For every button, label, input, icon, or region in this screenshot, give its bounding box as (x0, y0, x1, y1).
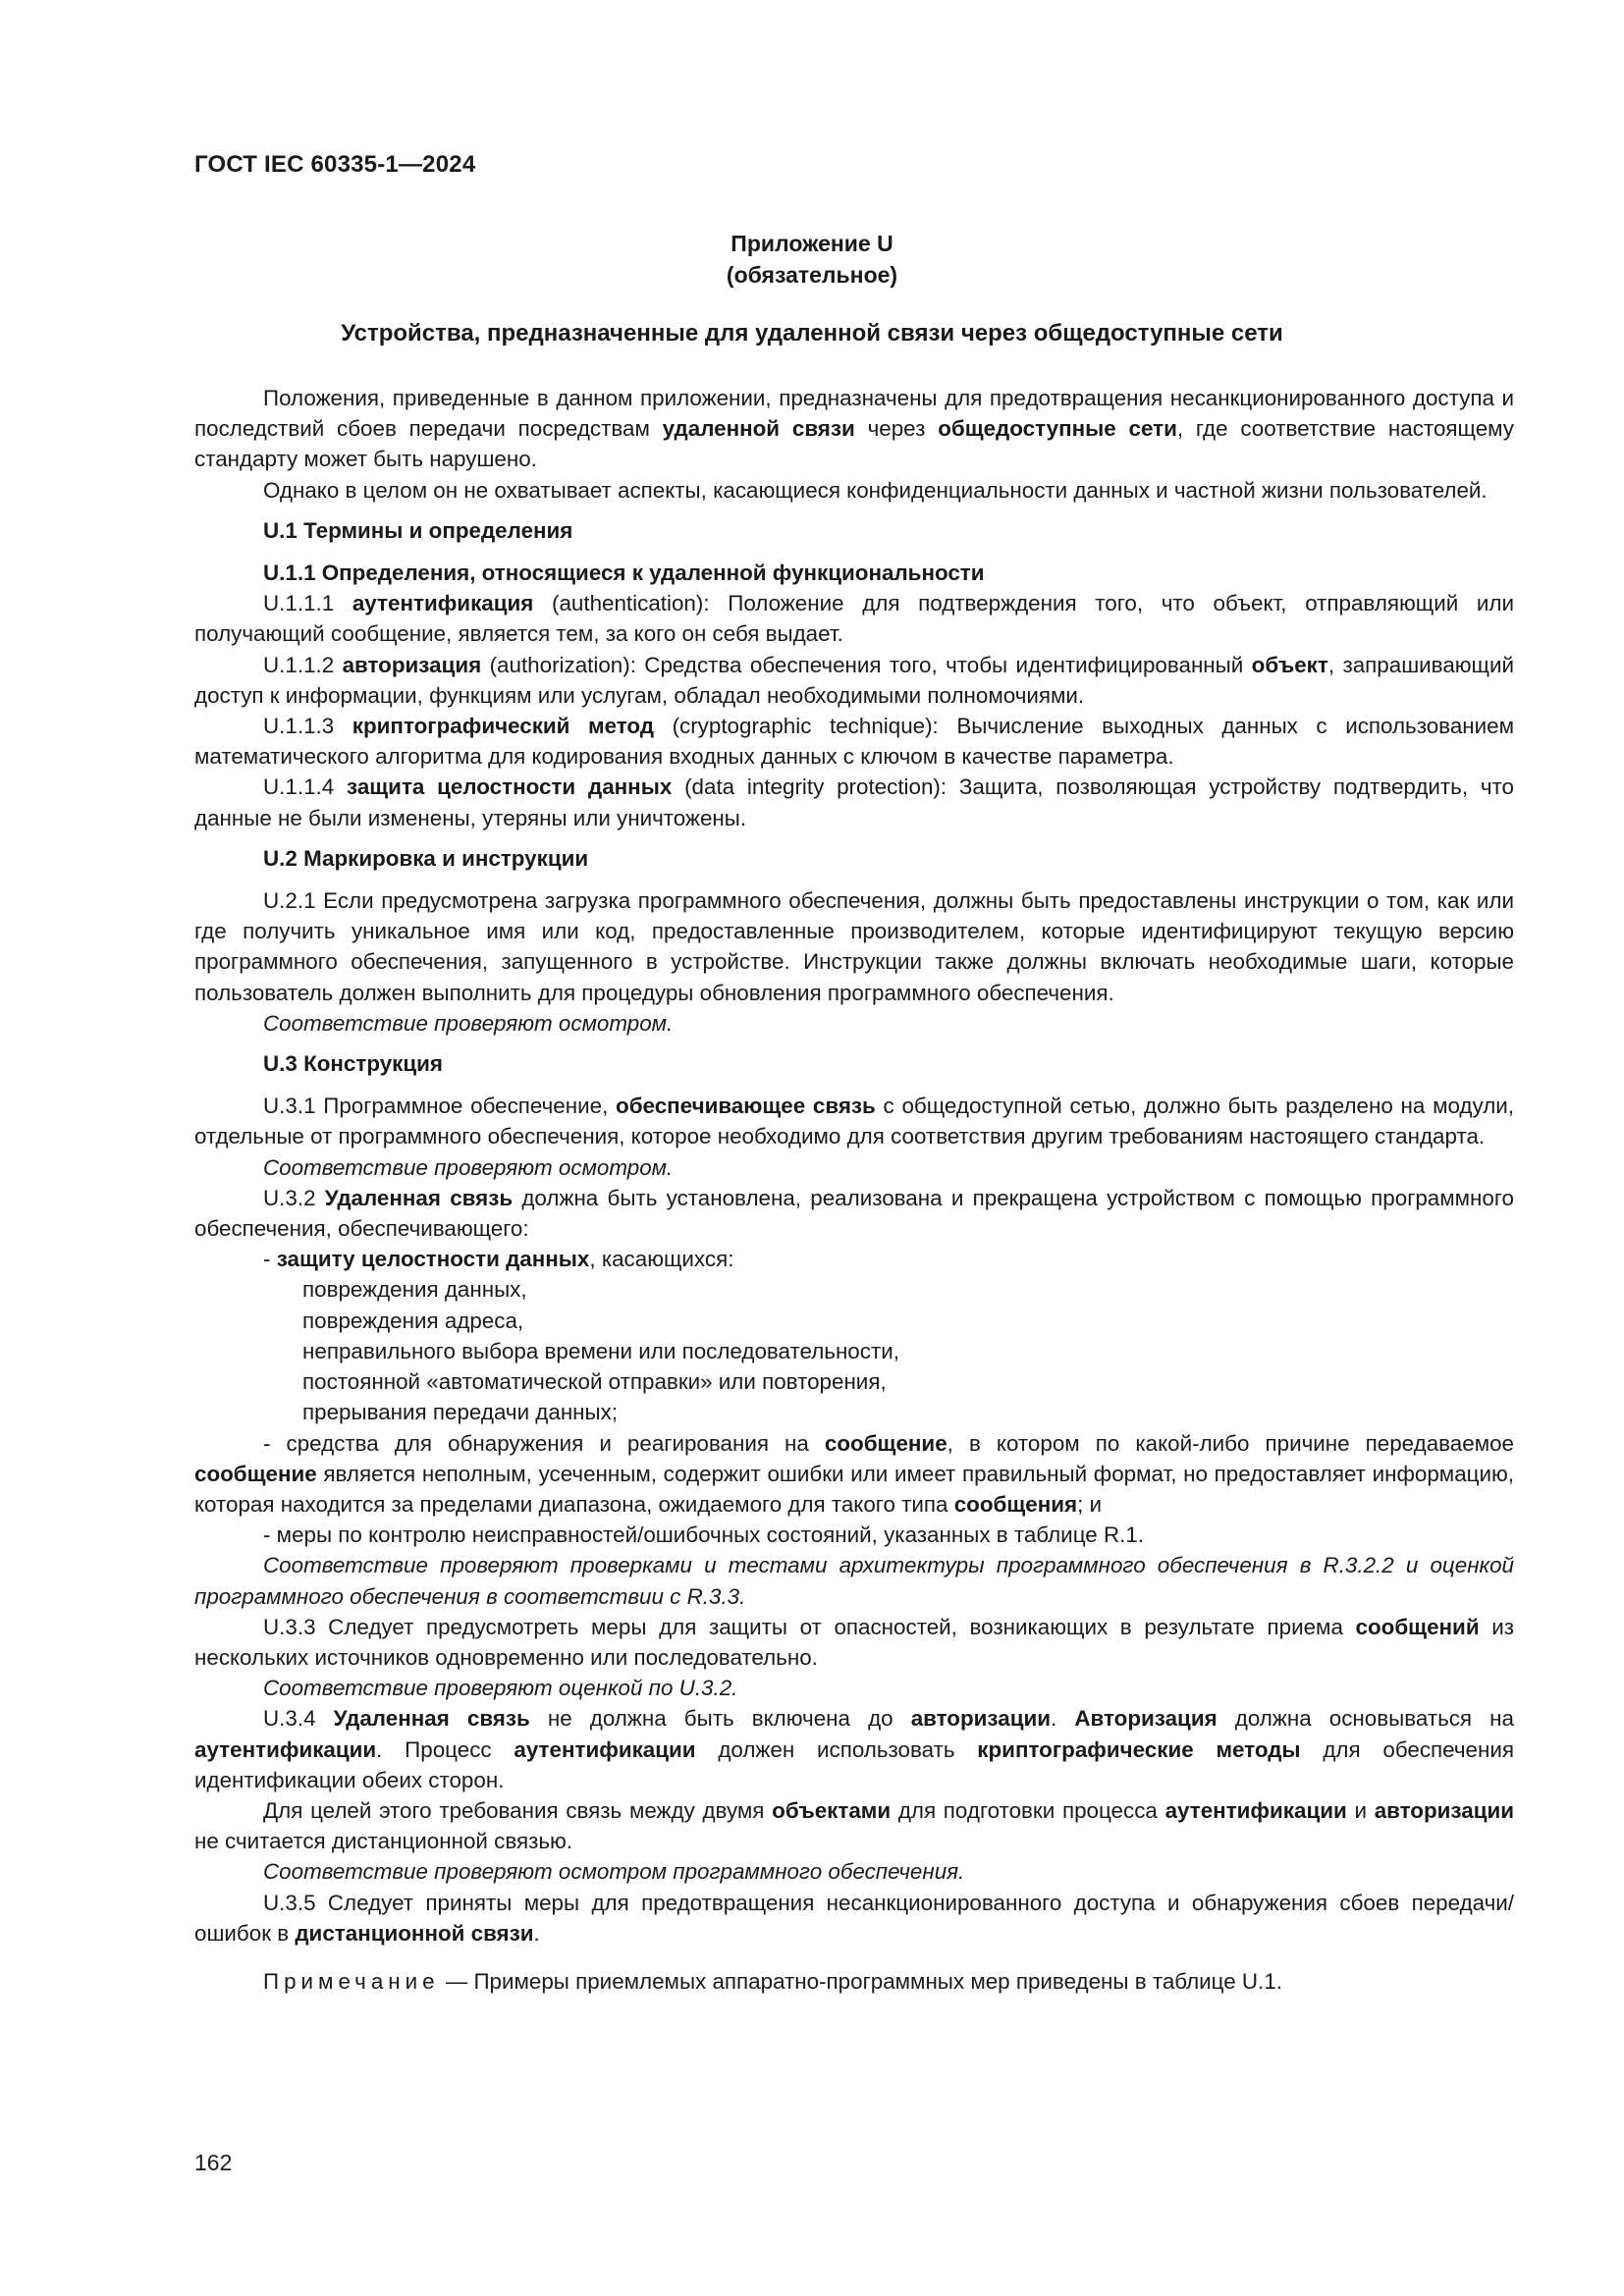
definition-u1-1-1: U.1.1.1 аутентификация (authentication): Положение для подтверждения того, что объект, отправляющий или получающий сообщение, является тем, за кого он себя выдает. (194, 591, 1514, 647)
section-heading-u1-1: U.1.1 Определения, относящиеся к удаленной функциональности (263, 561, 985, 586)
compliance-check-u2-1: Соответствие проверяют осмотром. (263, 1010, 674, 1036)
clause-u3-4: U.3.4 Удаленная связь не должна быть включена до авторизации. Авторизация должна основываться на аутентификации. Процесс аутентификации должен использовать криптографические методы для обеспечения идентификации обеих сторон. (194, 1706, 1515, 1792)
clause-u3-3: U.3.3 Следует предусмотреть меры для защиты от опасностей, возникающих в результате приема сообщений из нескольких источников одновременно или последовательно. (194, 1614, 1515, 1670)
compliance-check-u3-2: Соответствие проверяют проверками и тестами архитектуры программного обеспечения в R.3.2.2 и оценкой программного обеспечения в соответствии с R.3.3. (194, 1553, 1514, 1609)
list-item-integrity: - защиту целостности данных, касающихся: (263, 1247, 734, 1272)
definition-u1-1-2: U.1.1.2 авторизация (authorization): Средства обеспечения того, чтобы идентифицированный объект, запрашивающий доступ к информации, функциям или услугам, обладал необходимыми полномочиями. (194, 652, 1514, 708)
annex-title: Устройства, предназначенные для удаленной связи через общедоступные сети (341, 320, 1283, 347)
sub-list-item: прерывания передачи данных; (302, 1400, 619, 1425)
compliance-check-u3-3: Соответствие проверяют оценкой по U.3.2. (263, 1676, 738, 1701)
appendix-title: Приложение U (731, 231, 893, 256)
appendix-status: (обязательное) (726, 262, 898, 288)
document-body (194, 383, 1514, 1997)
note-label: Примечание (263, 1968, 440, 1994)
sub-list-item: повреждения данных, (302, 1277, 527, 1303)
compliance-check-u3-1: Соответствие проверяют осмотром. (263, 1154, 674, 1180)
clause-u2-1: U.2.1 Если предусмотрена загрузка программного обеспечения, должны быть предоставлены инструкции о том, как или где получить уникальное имя или код, предоставленные производителем, которые идентифицируют текущую версию программного обеспечения, запущенного в устройстве. Инструкции также должны включать необходимые шаги, которые пользователь должен выполнить для процедуры обновления программного обеспечения. (194, 888, 1514, 1005)
section-heading-u3: U.3 Конструкция (263, 1051, 443, 1077)
definition-u1-1-3: U.1.1.3 криптографический метод (cryptographic technique): Вычисление выходных данных с использованием математического алгоритма для кодирования входных данных с ключом в качестве параметра. (194, 714, 1514, 770)
appendix-heading (0, 228, 1624, 291)
section-heading-u1: U.1 Термины и определения (263, 517, 573, 543)
clause-u3-2: U.3.2 Удаленная связь должна быть установлена, реализована и прекращена устройством с помощью программного обеспечения, обеспечивающего: (194, 1185, 1514, 1242)
sub-list-item: повреждения адреса, (302, 1308, 524, 1333)
clause-u3-1: U.3.1 Программное обеспечение, обеспечивающее связь с общедоступной сетью, должно быть разделено на модули, отдельные от программного обеспечения, которое необходимо для соответствия другим требованиям настоящего стандарта. (194, 1094, 1514, 1149)
intro-paragraph-1: Положения, приведенные в данном приложении, предназначены для предотвращения несанкционированного доступа и последствий сбоев передачи посредствам удаленной связи через общедоступные сети, где соответствие настоящему стандарту может быть нарушено. (194, 386, 1514, 472)
sub-list-item: постоянной «автоматической отправки» или повторения, (302, 1369, 887, 1395)
sub-list-item: неправильного выбора времени или последовательности, (302, 1338, 899, 1363)
compliance-check-u3-4: Соответствие проверяют осмотром программного обеспечения. (263, 1859, 965, 1885)
section-heading-u2: U.2 Маркировка и инструкции (263, 845, 589, 871)
clause-u3-4-note: Для целей этого требования связь между двумя объектами для подготовки процесса аутентификации и авторизации не считается дистанционной связью. (194, 1797, 1514, 1854)
list-item-message-detection: - средства для обнаружения и реагирования на сообщение, в котором по какой-либо причине передаваемое сообщение является неполным, усеченным, содержит ошибки или имеет правильный формат, но предоставляет информацию, которая находится за пределами диапазона, ожидаемого для такого типа сообщения; и (194, 1430, 1514, 1517)
clause-u3-5: U.3.5 Следует приняты меры для предотвращения несанкционированного доступа и обнаружения сбоев передачи/ошибок в дистанционной связи. (194, 1890, 1514, 1946)
list-item-fault-control: - меры по контролю неисправностей/ошибочных состояний, указанных в таблице R.1. (263, 1522, 1145, 1548)
standard-designation: ГОСТ IEC 60335-1—2024 (194, 151, 476, 178)
page-number: 162 (194, 2150, 233, 2175)
intro-paragraph-2: Однако в целом он не охватывает аспекты, касающиеся конфиденциальности данных и частной жизни пользователей. (263, 477, 1488, 503)
definition-u1-1-4: U.1.1.4 защита целостности данных (data integrity protection): Защита, позволяющая устройству подтвердить, что данные не были изменены, утеряны или уничтожены. (194, 774, 1514, 830)
note: Примечание — Примеры приемлемых аппаратно-программных мер приведены в таблице U.1. (263, 1968, 1282, 1994)
